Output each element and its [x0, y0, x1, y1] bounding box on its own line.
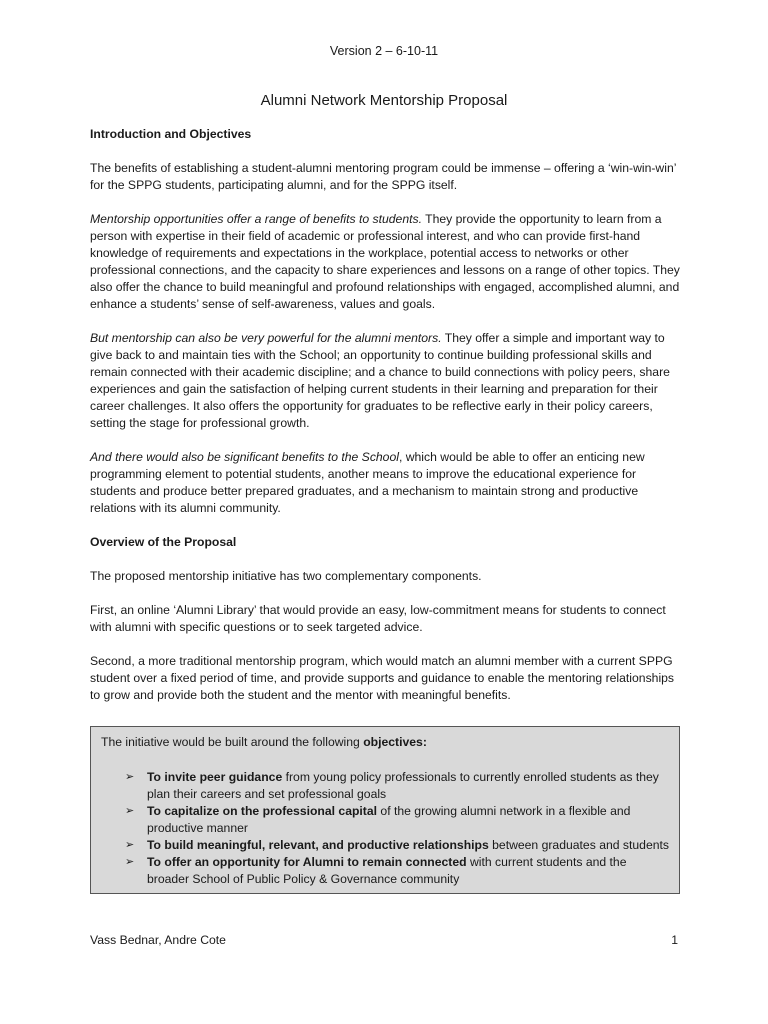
arrow-bullet-icon: ➢	[125, 805, 135, 817]
objectives-intro-bold: objectives:	[363, 735, 427, 749]
objective-item	[125, 854, 669, 888]
intro-paragraph-2	[90, 211, 684, 313]
objective-item-text: of the growing alumni network in a flexible and productive manner	[147, 804, 631, 835]
arrow-bullet-icon: ➢	[125, 856, 135, 868]
document-body	[90, 126, 684, 721]
intro-paragraph-4-lead: And there would also be significant benefits to the School	[90, 450, 399, 464]
document-title: Alumni Network Mentorship Proposal	[260, 92, 508, 109]
objective-item-text: with current students and the broader School of Public Policy & Governance community	[147, 855, 627, 886]
intro-paragraph-4	[90, 449, 684, 517]
intro-paragraph-4-body: , which would be able to offer an enticing new programming element to potential students, another means to improve the educational experience for students and produce better prepared graduates, and a mechanism to maintain strong and productive relations with its alumni community.	[90, 450, 645, 515]
objective-item	[125, 769, 669, 803]
objective-item	[125, 837, 669, 854]
objective-item-bold: To build meaningful, relevant, and productive relationships	[147, 838, 489, 852]
version-header: Version 2 – 6-10-11	[329, 44, 439, 58]
page-number: 1	[671, 933, 678, 947]
objective-item	[125, 803, 669, 837]
intro-paragraph-3-lead: But mentorship can also be very powerful for the alumni mentors.	[90, 331, 442, 345]
objectives-list	[101, 769, 669, 888]
objectives-intro	[101, 734, 669, 751]
intro-paragraph-3-body: They offer a simple and important way to give back to and maintain ties with the School; an opportunity to continue building professional skills and remain connected with their academic discipline; and a chance to build connections with policy peers, share experiences and gain the satisfaction of helping current students in their learning and preparation for their career challenges. It also offers the opportunity for graduates to be reflective early in their policy careers, setting the stage for professional growth.	[90, 331, 670, 430]
overview-paragraph-3: Second, a more traditional mentorship program, which would match an alumni member with a current SPPG student over a fixed period of time, and provide supports and guidance to enable the mentoring relationships to grow and provide both the student and the mentor with meaningful benefits.	[90, 654, 675, 702]
arrow-bullet-icon: ➢	[125, 839, 135, 851]
objectives-box	[90, 726, 680, 894]
arrow-bullet-icon: ➢	[125, 771, 135, 783]
objective-item-text: between graduates and students	[488, 838, 669, 852]
footer-authors: Vass Bednar, Andre Cote	[90, 933, 226, 947]
objective-item-bold: To offer an opportunity for Alumni to remain connected	[147, 855, 467, 869]
section-heading-overview: Overview of the Proposal	[90, 535, 237, 549]
objective-item-bold: To invite peer guidance	[147, 770, 283, 784]
overview-paragraph-1: The proposed mentorship initiative has two complementary components.	[90, 569, 482, 583]
objective-item-bold: To capitalize on the professional capital	[147, 804, 378, 818]
intro-paragraph-1: The benefits of establishing a student-alumni mentoring program could be immense – offering a ‘win-win-win’ for the SPPG students, participating alumni, and for the SPPG itself.	[90, 161, 676, 192]
intro-paragraph-3	[90, 330, 684, 432]
intro-paragraph-2-lead: Mentorship opportunities offer a range of benefits to students.	[90, 212, 422, 226]
objectives-intro-text: The initiative would be built around the following	[101, 735, 364, 749]
overview-paragraph-2: First, an online ‘Alumni Library’ that would provide an easy, low-commitment means for students to connect with alumni with specific questions or to seek targeted advice.	[90, 603, 666, 634]
intro-paragraph-2-body: They provide the opportunity to learn from a person with expertise in their field of academic or professional interest, and who can provide first-hand knowledge of requirements and expectations in the workplace, potential access to networks or other professional connections, and the capacity to share experiences and lessons on a range of other topics. They also offer the chance to build meaningful and profound relationships with engaged, accomplished alumni, and enhance a students’ sense of self-awareness, values and goals.	[90, 212, 680, 311]
objective-item-text: from young policy professionals to currently enrolled students as they plan their careers and set professional goals	[147, 770, 659, 801]
section-heading-introduction: Introduction and Objectives	[90, 127, 252, 141]
